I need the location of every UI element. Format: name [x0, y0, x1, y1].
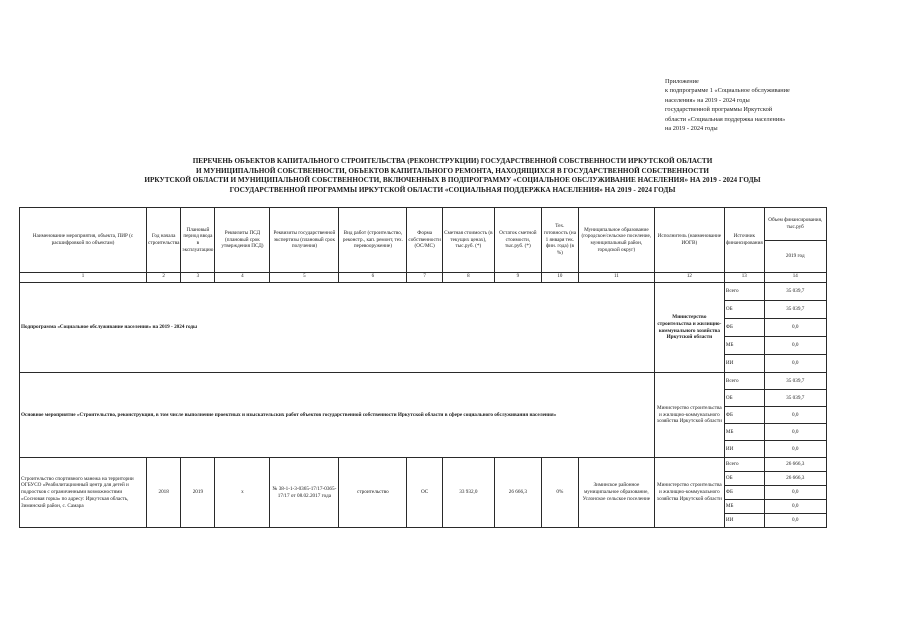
object-municipality: Зиминское районное муниципальное образование, Услонское сельское поселение — [578, 458, 654, 528]
amount-cell: 0,0 — [764, 514, 826, 528]
object-work-type: строительство — [339, 458, 407, 528]
appendix-line: Приложение — [665, 78, 699, 85]
source-label: Всего — [724, 458, 764, 472]
col-number: 7 — [407, 273, 442, 283]
source-label: Всего — [724, 373, 764, 390]
object-psd: х — [215, 458, 270, 528]
col-number: 14 — [764, 273, 826, 283]
col-number: 8 — [442, 273, 494, 283]
source-label: ОБ — [724, 301, 764, 319]
subprogram-executor: Министерство строительства и жилищно-коммунального хозяйства Иркутской области — [654, 283, 724, 373]
source-label: МБ — [724, 424, 764, 441]
source-label: ИИ — [724, 514, 764, 528]
col-number: 3 — [181, 273, 215, 283]
amount-cell: 0,0 — [764, 500, 826, 514]
amount-cell: 35 039,7 — [764, 390, 826, 407]
main-event-row — [20, 373, 827, 390]
object-ownership: ОС — [407, 458, 442, 528]
col-header-funding: Объем финансирования, тыс.руб — [764, 208, 826, 241]
col-number: 12 — [654, 273, 724, 283]
subprogram-name: Подпрограмма «Социальное обслуживание населения» на 2019 - 2024 годы — [20, 283, 655, 373]
amount-cell: 0,0 — [764, 407, 826, 424]
col-number: 9 — [494, 273, 541, 283]
source-label: ИИ — [724, 441, 764, 458]
col-header-work-type: Вид работ (строительство, реконстр., кап. ремонт, тех. перевооружение) — [339, 208, 407, 273]
amount-cell: 0,0 — [764, 355, 826, 373]
object-readiness: 0% — [541, 458, 578, 528]
column-number-row — [20, 273, 827, 283]
title-line: И МУНИЦИПАЛЬНОЙ СОБСТВЕННОСТИ, ОБЪЕКТОВ КАПИТАЛЬНОГО РЕМОНТА, НАХОДЯЩИХСЯ В ГОСУДАРСТВЕННОЙ СОБСТВЕННОСТИ — [196, 166, 709, 175]
source-label: МБ — [724, 337, 764, 355]
object-commission-year: 2019 — [181, 458, 215, 528]
col-number: 2 — [147, 273, 181, 283]
appendix-line: на 2019 - 2024 годы — [665, 125, 718, 133]
source-label: ИИ — [724, 355, 764, 373]
amount-cell: 26 666,3 — [764, 472, 826, 486]
col-number: 13 — [724, 273, 764, 283]
col-number: 10 — [541, 273, 578, 283]
col-header-source: Источник финансирования — [724, 208, 764, 273]
appendix-line: государственной программы Иркутской — [665, 106, 773, 114]
col-header-expertise: Реквизиты государственной экспертизы (плановый срок получения) — [270, 208, 339, 273]
col-number: 11 — [578, 273, 654, 283]
subprogram-row — [20, 283, 827, 301]
title-line: ПЕРЕЧЕНЬ ОБЪЕКТОВ КАПИТАЛЬНОГО СТРОИТЕЛЬСТВА (РЕКОНСТРУКЦИИ) ГОСУДАРСТВЕННОЙ СОБСТВЕННОСТИ ИРКУТСКОЙ ОБЛАСТИ — [192, 157, 713, 165]
source-label: ФБ — [724, 319, 764, 337]
appendix-note — [665, 77, 865, 134]
col-header-municipality: Муниципальное образование (городское/сельское поселение, муниципальный район, городской округ) — [578, 208, 654, 273]
object-start-year: 2018 — [147, 458, 181, 528]
object-estimate: 33 932,0 — [442, 458, 494, 528]
source-label: Всего — [724, 283, 764, 301]
col-header-start-year: Год начала строительства — [147, 208, 181, 273]
amount-cell: 35 039,7 — [764, 301, 826, 319]
amount-cell: 0,0 — [764, 486, 826, 500]
amount-cell: 35 039,7 — [764, 373, 826, 390]
object-executor: Министерство строительства и жилищно-коммунального хозяйства Иркутской области — [654, 458, 724, 528]
col-number: 6 — [339, 273, 407, 283]
col-number: 1 — [20, 273, 147, 283]
object-remaining: 26 666,3 — [494, 458, 541, 528]
col-header-year: 2019 год — [764, 240, 826, 273]
col-header-remaining: Остаток сметной стоимости, тыс.руб. (*) — [494, 208, 541, 273]
amount-cell: 0,0 — [764, 337, 826, 355]
object-row — [20, 458, 827, 472]
col-header-ownership: Форма собственности (ОС/МС) — [407, 208, 442, 273]
amount-cell: 26 666,3 — [764, 458, 826, 472]
col-header-psd: Реквизиты ПСД (плановый срок утверждения ПСД) — [215, 208, 270, 273]
source-label: МБ — [724, 500, 764, 514]
objects-table — [19, 207, 827, 528]
source-label: ФБ — [724, 486, 764, 500]
col-header-executor: Исполнитель (наименование ИОГВ) — [654, 208, 724, 273]
col-header-commission: Плановый период ввода в эксплуатацию — [181, 208, 215, 273]
title-line: ИРКУТСКОЙ ОБЛАСТИ И МУНИЦИПАЛЬНОЙ СОБСТВЕННОСТИ, ВКЛЮЧЕННЫХ В ПОДПРОГРАММУ «СОЦИАЛЬНОЕ ОБСЛУЖИВАНИЕ НАСЕЛЕНИЯ» НА 2019 - 2024 ГОДЫ — [144, 176, 761, 185]
title-line: ГОСУДАРСТВЕННОЙ ПРОГРАММЫ ИРКУТСКОЙ ОБЛАСТИ «СОЦИАЛЬНАЯ ПОДДЕРЖКА НАСЕЛЕНИЯ» НА 2019 - 2024 ГОДЫ — [229, 186, 676, 195]
source-label: ОБ — [724, 472, 764, 486]
col-header-readiness: Тех. готовность (на 1 января тек. фин. года) (в %) — [541, 208, 578, 273]
main-event-executor: Министерство строительства и жилищно-коммунального хозяйства Иркутской области — [654, 373, 724, 458]
col-number: 5 — [270, 273, 339, 283]
col-header-name: Наименование мероприятия, объекта, ПИР (с расшифровкой по объектам) — [20, 208, 147, 273]
amount-cell: 35 039,7 — [764, 283, 826, 301]
amount-cell: 0,0 — [764, 441, 826, 458]
amount-cell: 0,0 — [764, 424, 826, 441]
amount-cell: 0,0 — [764, 319, 826, 337]
object-name: Строительство спортивного манежа на территории ОГБУСО «Реабилитационный центр для детей и подростков с ограниченными возможностями «Сосновая горка» по адресу: Иркутская область, Зиминский район, с. Самара — [20, 458, 147, 528]
main-event-name: Основное мероприятие «Строительство, реконструкция, в том числе выполнение проектных и изыскательских работ объектов государственной собственности Иркутской области в сфере социального обслуживания населения» — [20, 373, 655, 458]
source-label: ОБ — [724, 390, 764, 407]
col-header-estimate: Сметная стоимость (в текущих ценах), тыс.руб. (*) — [442, 208, 494, 273]
source-label: ФБ — [724, 407, 764, 424]
appendix-line: населения» на 2019 - 2024 годы — [665, 96, 750, 104]
object-expertise: № 38-1-1-3-0365-17/17-0365-17/17 от 08.02.2017 года — [270, 458, 339, 528]
document-title — [0, 157, 905, 196]
header-row — [20, 208, 827, 241]
appendix-line: к подпрограмме 1 «Социальное обслуживание — [665, 87, 790, 95]
appendix-line: области «Социальная поддержка населения» — [665, 115, 786, 123]
col-number: 4 — [215, 273, 270, 283]
